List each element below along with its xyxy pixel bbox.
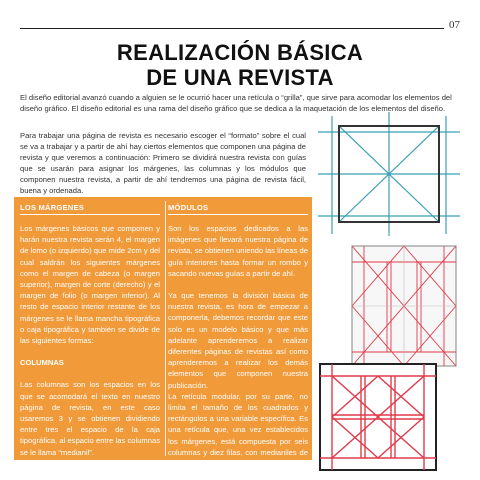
page-number: 07 — [449, 19, 460, 31]
header-rule — [20, 28, 444, 29]
title-line-1: REALIZACIÓN BÁSICA — [116, 40, 364, 65]
composition-text: Ya que tenemos la división básica de nuestra revista, es hora de empezar a componerla, debemos recordar que este solo es un modelo básico y que más adelante aprenderemos a realizar diferentes páginas de revistas así como aprenderemos a realizar los demás elementos que componen nuestra publicación. — [168, 291, 308, 390]
format-paragraph: Para trabajar una página de revista es necesario escoger el “formato” sobre el cual se va a trabajar y a partir de ahí hay ciertos elementos que componen una página de revista y que veremos a continuación: Primero se dividirá nuestra revista con guías que se usarán para asignar los márgenes, las columnas y los módulos que componen nuestra revista, a partir de ahí tendremos una página de revista fácil, buena y ordenada. — [20, 131, 306, 195]
modular-grid-text: La retícula modular, por su parte, no limita el tamaño de los cuadrados y rectángulos a una variable específica. Es una retícula que, una vez establecidos los márgenes, está compuesta por seis columnas y diez filas, con medianiles de 5 milímetros. — [168, 391, 308, 469]
column-divider — [165, 201, 166, 456]
column-guides-diagram — [338, 240, 470, 372]
columns-text: Las columnas son los espacios en los que se acomodará el texto en nuestro página de revista, en este caso usaremos 3 y se obtienen dividiendo entre tres el espacio de la caja tipográfica, al espacio entre las columnas se le llama “medianil”. — [20, 380, 160, 457]
margins-text: Los márgenes básicos que componen y harán nuestra revista serán 4, el margen de lomo (o izquierdo) que mide 2cm y del cual saldrán los siguientes márgenes como el margen de cabeza (o margen superior), margen de corte (derecho) y el margen de folio (o margen inferior). Al resto de espacio interior restante de los márgenes se le llama mancha tipográfica o caja tipográfica y también se divide de las siguientes formas: — [20, 224, 160, 346]
margins-heading-rule — [20, 214, 160, 215]
columns-heading: COLUMNAS — [20, 358, 64, 368]
modules-diagram — [316, 360, 440, 474]
margins-body — [20, 223, 160, 458]
intro-paragraph: El diseño editorial avanzó cuando a alguien se le ocurrió hacer una retícula o “grilla”, que sirve para acomodar los elementos del diseño gráfico. El diseño editorial es una rama del diseño gráfico que se dedica a la maquetación de los elementos del diseño. — [20, 93, 452, 113]
margin-guides-diagram — [318, 112, 460, 236]
two-column-panel — [14, 197, 312, 469]
page-title — [0, 40, 480, 90]
margins-heading: LOS MÁRGENES — [20, 203, 84, 212]
modules-text: Son los espacios dedicados a las imágenes que llevará nuestra página de revista, se obtienen uniendo las líneas de guía interiores hasta formar un rombo y sacando nuevas guías a partir de ahí. — [168, 224, 308, 278]
modules-heading-rule — [168, 214, 308, 215]
title-line-2: DE UNA REVISTA — [146, 65, 334, 90]
modules-body — [168, 223, 308, 469]
modules-heading: MÓDULOS — [168, 203, 209, 212]
